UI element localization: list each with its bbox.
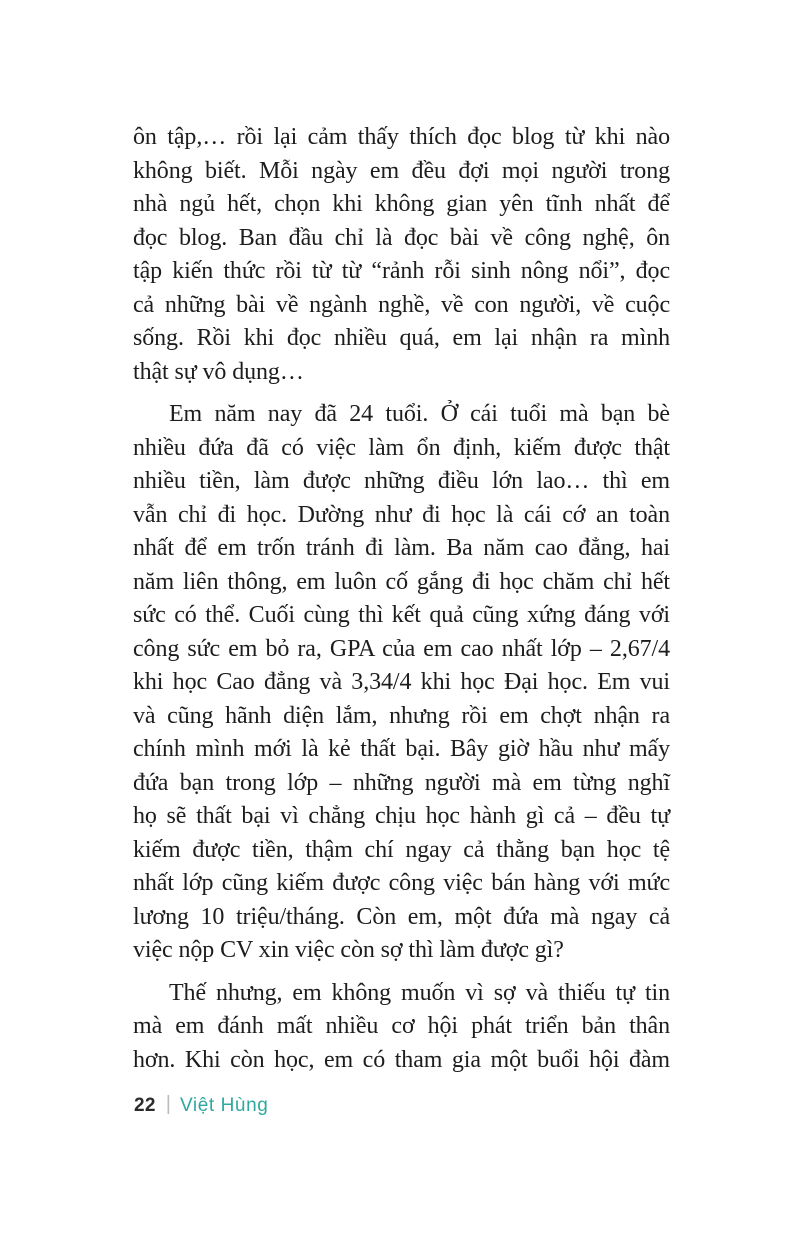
text-line: sức có thể. Cuối cùng thì kết quả cũng xứng đáng với <box>133 602 670 628</box>
text-line: nhất để em trốn tránh đi làm. Ba năm cao đẳng, hai <box>133 535 670 561</box>
text-line: đứa bạn trong lớp – những người mà em từng nghĩ <box>133 769 670 796</box>
text-line: vẫn chỉ đi học. Dường như đi học là cái cớ an toàn <box>133 501 670 528</box>
text-line: và cũng hãnh diện lắm, nhưng rồi em chợt nhận ra <box>133 702 670 729</box>
text-line: nhiều tiền, làm được những điều lớn lao… thì em <box>133 468 670 494</box>
text-line: mà em đánh mất nhiều cơ hội phát triển bản thân <box>133 1013 670 1039</box>
text-line: lương 10 triệu/tháng. Còn em, một đứa mà ngay cả <box>133 903 670 930</box>
text-line: nhà ngủ hết, chọn khi không gian yên tĩnh nhất để <box>133 191 670 217</box>
footer-separator: | <box>165 1093 171 1115</box>
text-line: việc nộp CV xin việc còn sợ thì làm được gì? <box>133 937 564 963</box>
page-number: 22 <box>134 1094 156 1116</box>
text-line: Thế nhưng, em không muốn vì sợ và thiếu tự tin <box>169 979 670 1006</box>
text-line: khi học Cao đẳng và 3,34/4 khi học Đại học. Em vui <box>133 669 670 695</box>
text-line: tập kiến thức rồi từ từ “rảnh rỗi sinh nông nổi”, đọc <box>133 258 670 284</box>
paragraph-2 <box>133 398 670 968</box>
author-name: Việt Hùng <box>179 1094 269 1116</box>
text-line: không biết. Mỗi ngày em đều đợi mọi người trong <box>133 157 670 184</box>
text-line: công sức em bỏ ra, GPA của em cao nhất lớp – 2,67/4 <box>133 635 670 662</box>
text-line: hơn. Khi còn học, em có tham gia một buổi hội đàm <box>133 1046 670 1073</box>
text-line: nhiều đứa đã có việc làm ổn định, kiếm được thật <box>133 434 670 461</box>
text-line: cả những bài về ngành nghề, về con người, về cuộc <box>133 291 670 318</box>
paragraph-1 <box>133 121 670 389</box>
text-line: họ sẽ thất bại vì chẳng chịu học hành gì cả – đều tự <box>133 803 670 829</box>
text-line: sống. Rồi khi đọc nhiều quá, em lại nhận ra mình <box>133 325 670 351</box>
paragraph-3 <box>133 977 670 1078</box>
text-line: thật sự vô dụng… <box>133 358 304 385</box>
page-footer <box>134 1094 268 1117</box>
text-line: năm liên thông, em luôn cố gắng đi học chăm chỉ hết <box>133 568 670 595</box>
text-line: Em năm nay đã 24 tuổi. Ở cái tuổi mà bạn bè <box>169 401 670 427</box>
text-line: ôn tập,… rồi lại cảm thấy thích đọc blog từ khi nào <box>133 124 670 150</box>
text-line: kiếm được tiền, thậm chí ngay cả thằng bạn học tệ <box>133 836 670 863</box>
text-line: nhất lớp cũng kiếm được công việc bán hàng với mức <box>133 870 670 896</box>
text-line: chính mình mới là kẻ thất bại. Bây giờ hầu như mấy <box>133 736 670 762</box>
text-line: đọc blog. Ban đầu chỉ là đọc bài về công nghệ, ôn <box>133 224 670 251</box>
body-text <box>133 121 670 1077</box>
